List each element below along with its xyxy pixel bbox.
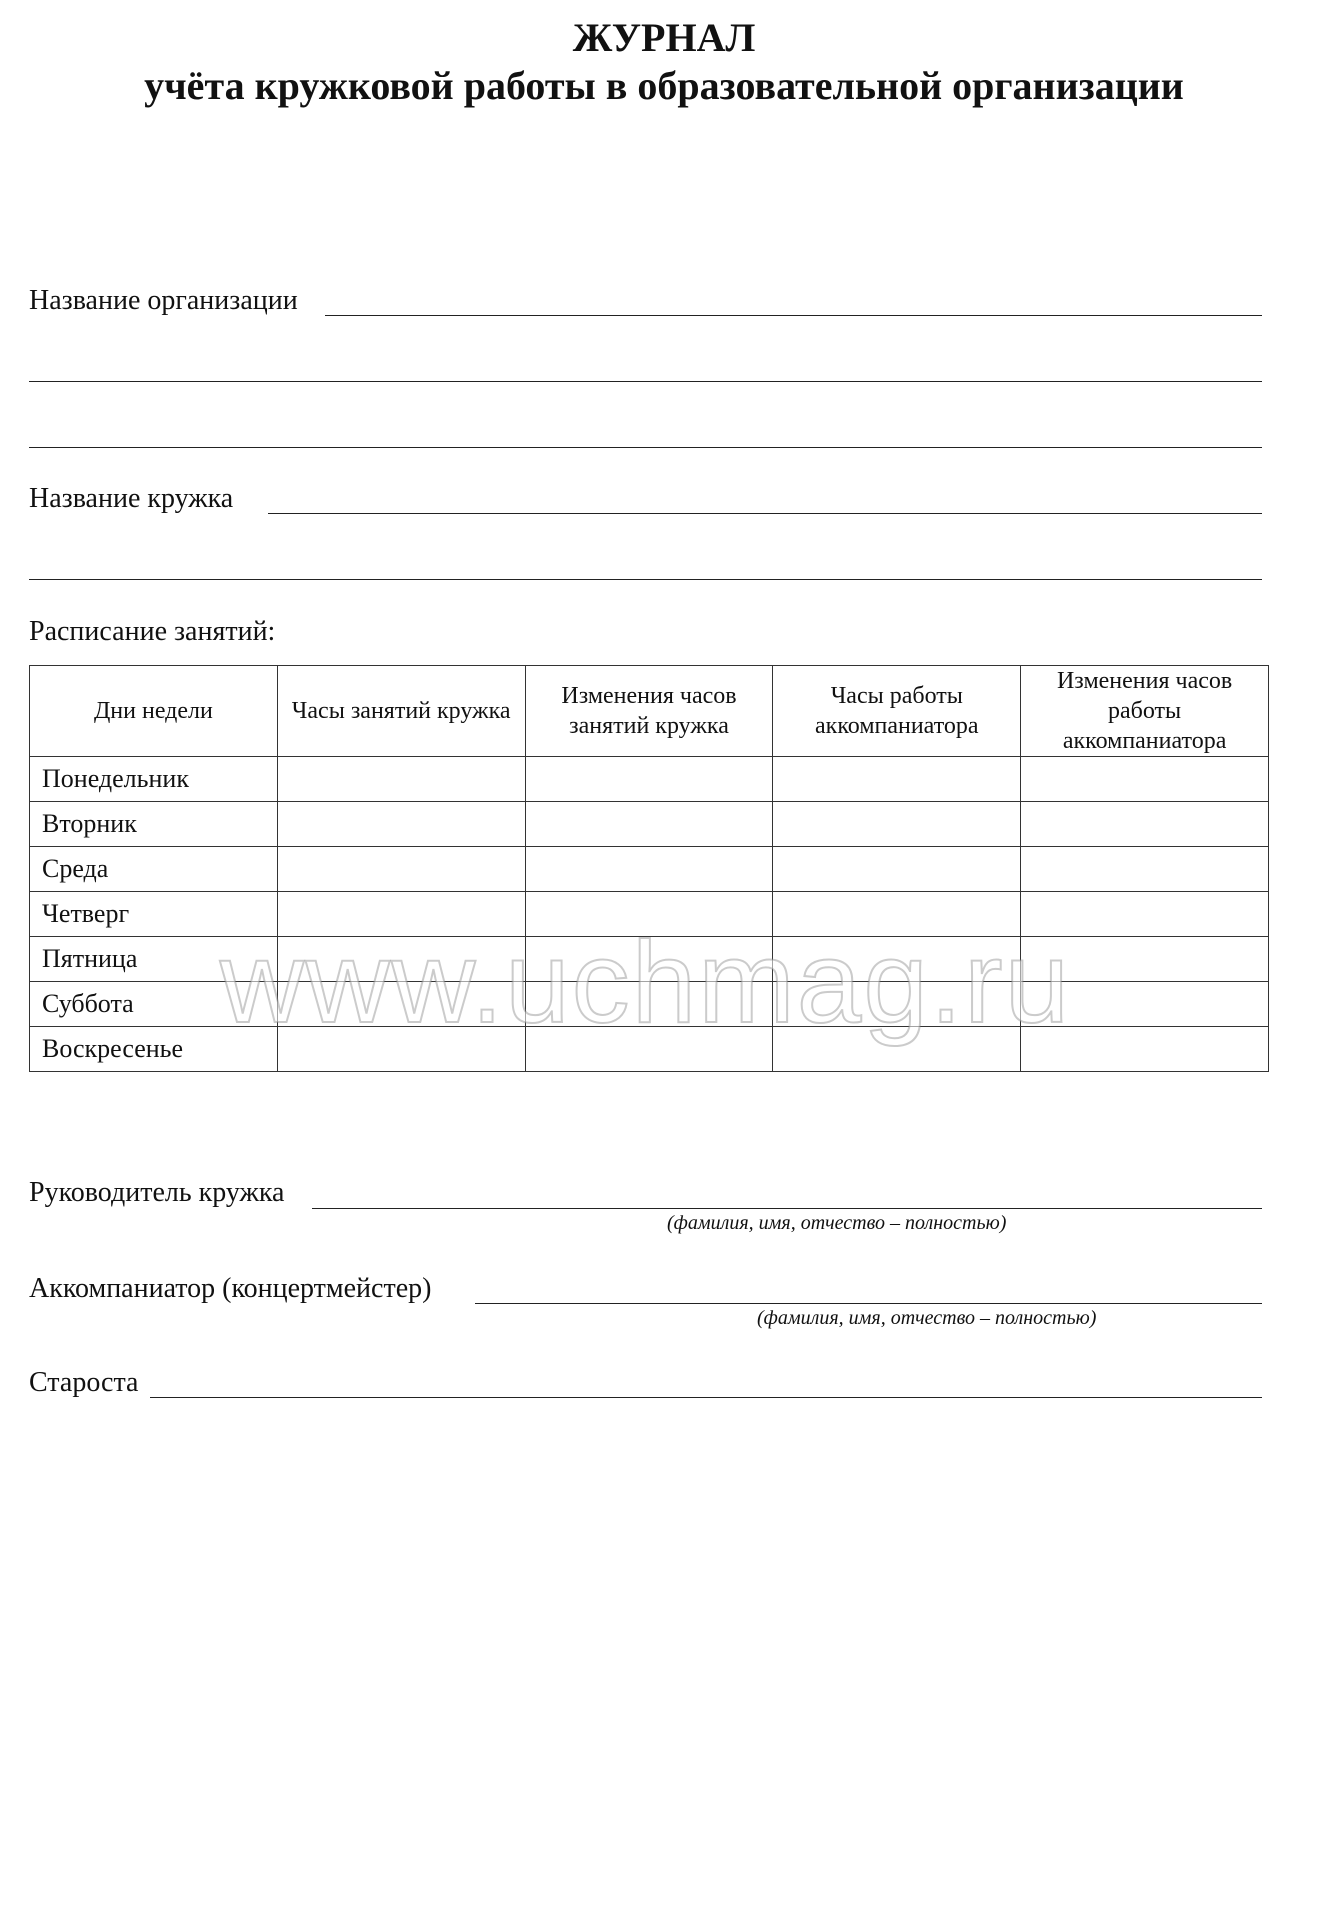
organization-line-1[interactable] (325, 315, 1262, 316)
day-cell: Среда (30, 847, 278, 892)
table-cell[interactable] (1021, 1027, 1269, 1072)
headman-line[interactable] (150, 1397, 1262, 1398)
accompanist-label: Аккомпаниатор (концертмейстер) (29, 1273, 432, 1304)
table-row (30, 892, 1269, 937)
page-subtitle: учёта кружковой работы в образовательной организации (144, 63, 1184, 108)
circle-label: Название кружка (29, 483, 234, 514)
table-row (30, 937, 1269, 982)
table-cell[interactable] (277, 757, 525, 802)
header-accompanist-hours-changes: Изменения часов работы аккомпаниатора (1021, 666, 1269, 757)
schedule-label: Расписание занятий: (29, 616, 276, 647)
table-cell[interactable] (773, 802, 1021, 847)
table-cell[interactable] (525, 802, 773, 847)
day-cell: Понедельник (30, 757, 278, 802)
schedule-table (29, 665, 1269, 1072)
header-circle-hours: Часы занятий кружка (277, 666, 525, 757)
header-accompanist-hours: Часы работы аккомпаниатора (773, 666, 1021, 757)
table-cell[interactable] (277, 1027, 525, 1072)
table-cell[interactable] (1021, 847, 1269, 892)
table-header-row (30, 666, 1269, 757)
day-cell: Четверг (30, 892, 278, 937)
table-cell[interactable] (525, 982, 773, 1027)
table-cell[interactable] (525, 757, 773, 802)
organization-line-2[interactable] (29, 381, 1262, 382)
table-row (30, 1027, 1269, 1072)
circle-line-2[interactable] (29, 579, 1262, 580)
organization-line-3[interactable] (29, 447, 1262, 448)
day-cell: Вторник (30, 802, 278, 847)
table-cell[interactable] (1021, 982, 1269, 1027)
organization-label: Название организации (29, 285, 298, 316)
table-cell[interactable] (277, 982, 525, 1027)
table-cell[interactable] (773, 937, 1021, 982)
table-cell[interactable] (773, 1027, 1021, 1072)
table-cell[interactable] (773, 847, 1021, 892)
table-cell[interactable] (1021, 802, 1269, 847)
watermark: www.uchmag.ru (220, 917, 1072, 1047)
table-row (30, 847, 1269, 892)
accompanist-hint: (фамилия, имя, отчество – полностью) (757, 1307, 1097, 1329)
table-cell[interactable] (525, 892, 773, 937)
accompanist-line[interactable] (475, 1303, 1262, 1304)
table-row (30, 802, 1269, 847)
leader-hint: (фамилия, имя, отчество – полностью) (667, 1212, 1007, 1234)
table-cell[interactable] (525, 937, 773, 982)
page-title: ЖУРНАЛ (572, 15, 756, 60)
headman-label: Староста (29, 1367, 139, 1398)
table-cell[interactable] (773, 892, 1021, 937)
table-cell[interactable] (277, 937, 525, 982)
table-cell[interactable] (277, 802, 525, 847)
circle-line-1[interactable] (268, 513, 1262, 514)
table-cell[interactable] (1021, 892, 1269, 937)
table-cell[interactable] (773, 757, 1021, 802)
table-cell[interactable] (277, 847, 525, 892)
table-row (30, 757, 1269, 802)
leader-label: Руководитель кружка (29, 1177, 285, 1208)
header-circle-hours-changes: Изменения часов занятий кружка (525, 666, 773, 757)
table-cell[interactable] (1021, 757, 1269, 802)
table-cell[interactable] (525, 1027, 773, 1072)
table-cell[interactable] (1021, 937, 1269, 982)
header-days: Дни недели (30, 666, 278, 757)
table-row (30, 982, 1269, 1027)
table-cell[interactable] (277, 892, 525, 937)
leader-line[interactable] (312, 1208, 1262, 1209)
day-cell: Воскресенье (30, 1027, 278, 1072)
day-cell: Суббота (30, 982, 278, 1027)
day-cell: Пятница (30, 937, 278, 982)
table-cell[interactable] (773, 982, 1021, 1027)
table-cell[interactable] (525, 847, 773, 892)
